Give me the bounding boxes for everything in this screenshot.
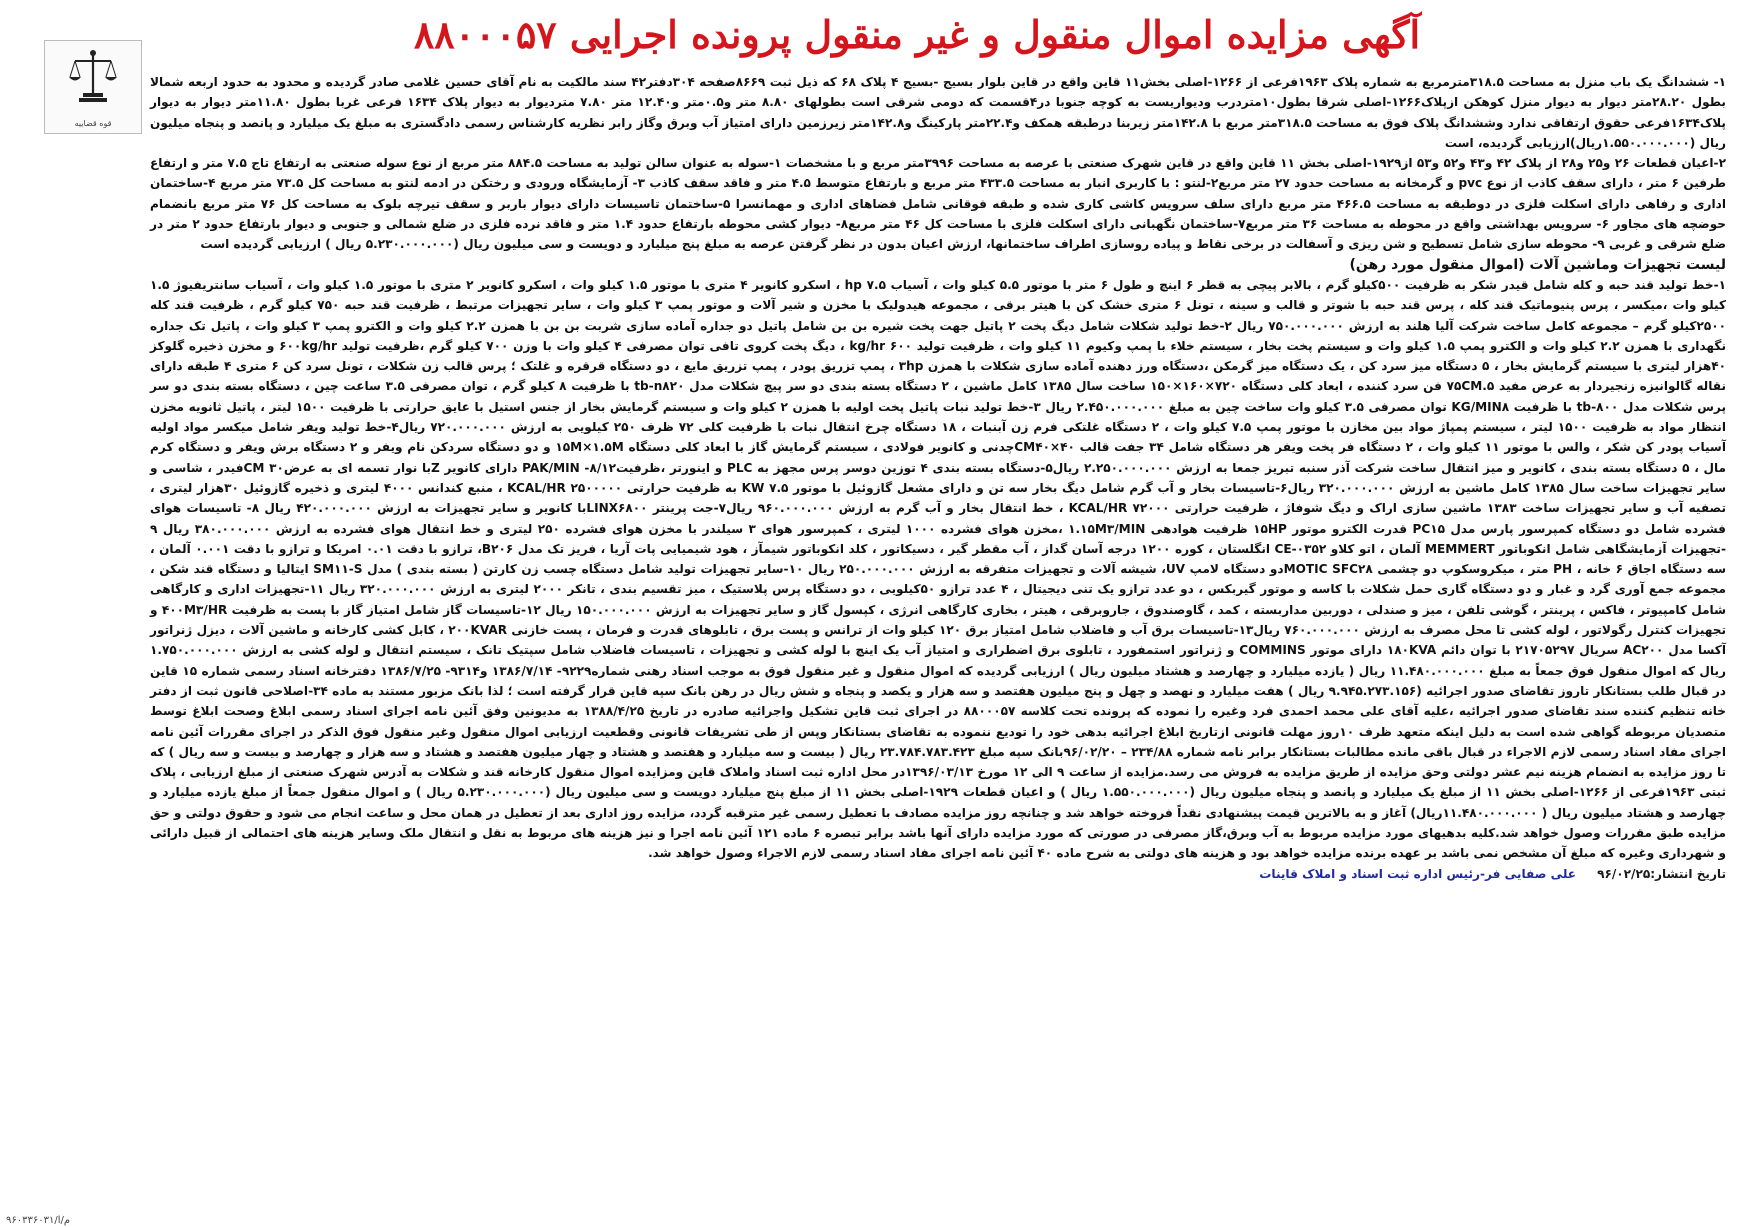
equipment-list-heading: لیست تجهیزات وماشین آلات (اموال منقول مورد رهن): [1349, 256, 1726, 273]
print-code: م/ا/۹۶۰۳۳۶۰۳۱: [6, 1215, 71, 1226]
scales-emblem-icon: [67, 47, 119, 107]
logo-caption: قوه قضاییه: [74, 119, 112, 128]
notice-title: آگهی مزایده اموال منقول و غیر منقول پرونده اجرایی ۸۸۰۰۰۵۷: [413, 12, 1420, 57]
signatory: علی صفایی فر-رئیس اداره ثبت اسناد و املاک قاینات: [1259, 866, 1577, 881]
footer-line: [150, 864, 1726, 884]
notice-body: [150, 72, 1726, 884]
equipment-list-and-terms: ۱-خط تولید قند حبه و کله شامل قیدر شکر به ظرفیت ۵۰۰کیلو گرم ، بالابر پیچی به قطر ۶ اینچ و طول ۶ متر با موتور ۵.۵ کیلو وات ، آسیاب ۷.۵ hp ، اسکرو کانویر ۴ متری با موتور ۱.۵ کیلو وات ، اسکرو کانویر ۲ متری با موتور ۱.۵ کیلو وات ، آسیاب سانتریفیوژ ۱.۵ کیلو وات ،میکسر ، پرس پنیوماتیک قند کله ، پرس قند حبه با شوتر و قالب و سینه ، تونل ۶ متری خشک کن با هیتر برقی ، مجموعه هیدولیک با مخزن و شیر آلات و موتور پمپ ۳ کیلو وات ، سایر تجهیزات مرتبط ، ظرفیت قند حبه ۷۵۰ کیلو گرم ، ظرفیت قند کله ۲۵۰۰کیلو گرم – مجموعه کامل ساخت شرکت آلیا هلند به ارزش ۷۵۰.۰۰۰.۰۰۰ ریال ۲-خط تولید شکلات شامل دیگ پخت ۲ پاتیل جهت پخت شیره بن بن شامل پاتیل دو جداره آماده سازی شربت بن بن با همزن ۲.۲ کیلو وات و الکترو پمپ ۳ کیلو وات ، پاتیل تک جداره نگهداری با همزن ۲.۲ کیلو وات و الکترو پمپ ۱.۵ کیلو وات و سیستم پخت بخار ، سیستم خلاء با پمپ وکیوم ۱۱ کیلو وات ، ظرفیت تولید ۶۰۰ kg/hr ، دیگ پخت کروی تافی توان مصرفی ۴ کیلو وات با وزن ۷۰۰ کیلو گرم ،ظرفیت تولید ۶۰۰kg/hr و مخزن ذخیره گلوکز ۴۰هزار لیتری با سیستم گرمایش بخار ، ۵ دستگاه میز سرد کن ، یک دستگاه میز گرمکن ،دستگاه ورز دهنده آماده سازی شکلات با همزن ۳hp ، پمپ تزریق پودر ، پمپ تزریق مایع ، دو دستگاه قرقره و غلتک ؛ پرس قالب زن شکلات ، تونل سرد کن ۶ متری ۴ طبقه دارای نقاله گالوانیزه زنجیردار به عرض مفید ۷۵CM.۵ فن سرد کننده ، ابعاد کلی دستگاه ۷۲۰×۱۶۰×۱۵۰ ساخت سال ۱۳۸۵ کامل ماشین ، ۲ دستگاه بسته بندی دو سر پیچ شکلات مدل tb-n۸۲۰ با ظرفیت ۸ کیلو گرم ، توان مصرفی ۳.۵ ساعت چین ، دستگاه بسته بندی دو سر پرس شکلات مدل tb-۸۰۰ با ظرفیت KG/MIN۸ توان مصرفی ۳.۵ کیلو وات ساخت چین به مبلغ ۲.۴۵۰.۰۰۰.۰۰۰ ریال ۳-خط تولید نبات پاتیل پخت اولیه با همزن ۲ کیلو وات و سیستم گرمایش بخار از جنس استیل با عایق حرارتی با ظرفیت ۱۵۰۰ لیتر ، پاتیل ثانویه مخزن انتظار مواد به ظرفیت ۱۵۰۰ لیتر ، سیستم پمپاژ مواد بین مخازن با موتور پمپ ۷.۵ کیلو وات ، ۲ دستگاه غلتکی فرم زن آبنبات ، ۱۸ دستگاه چرخ انتقال نبات با ظرفیت کلی ۷۲ ظرف ۲۵۰ کیلویی به ارزش ۷۲۰.۰۰۰.۰۰۰ ریال۴-خط تولید ویفر شامل میکسر مواد اولیه آسیاب پودر کن شکر ، والس با موتور ۱۱ کیلو وات ، ۲ دستگاه فر پخت ویفر هر دستگاه شامل ۳۴ جفت قالب CM۴۰×۴۰چدنی و کانویر فولادی ، سیستم گرمایش گاز با ابعاد کلی دستگاه ۱۵M×۱.۵M و دو دستگاه سردکن نام ویفر و ۲ دستگاه برش ویفر و دستگاه کرم مال ، ۵ دستگاه بسته بندی ، کانویر و میز انتقال ساخت شرکت آذر سنبه تبریز جمعا به ارزش ۲.۲۵۰.۰۰۰.۰۰۰ ریال۵-دستگاه بسته بندی ۴ توزین دوسر پرس مجهز به PLC و اینورتر ،ظرفیت۸/۱۲- PAK/MIN دارای کانویر Zبا نوار تسمه ای به عرض۳۰ CMفیدر ، شاسی و سایر تجهیزات ساخت سال ۱۳۸۵ کامل ماشین به ارزش ۳۲۰.۰۰۰.۰۰۰ ریال۶-تاسیسات بخار و آب گرم شامل دیگ بخار سه تن و دارای مشعل گازوئیل با موتور ۷.۵ KW به ظرفیت حرارتی KCAL/HR ۲۵۰۰۰۰۰ ، منبع کندانس ۴۰۰۰ لیتری و ذخیره گازوئیل ۳۰هزار لیتری ، تصفیه آب و سایر تجهیزات ساخت ۱۳۸۳ ماشین سازی اراک و دیگ شوفاژ ، ظرفیت حرارتی KCAL/HR ۷۲۰۰۰ ، خط انتقال بخار و آب گرم به ارزش ۹۶۰.۰۰۰.۰۰۰ ریال۷-جت پرینتر LINX۶۸۰۰با کانویر و سایر تجهیزات به ارزش ۴۲۰.۰۰۰.۰۰۰ ریال ۸- تاسیسات هوای فشرده شامل دو دستگاه کمپرسور پارس مدل PC۱۵ قدرت الکترو موتور ۱۵HP ظرفیت هوادهی ۱.۱۵M۳/MIN ،مخزن هوای فشرده ۱۰۰۰ لیتری ، کمپرسور هوای ۳ سیلندر با مخزن هوای فشرده ۲۵۰ لیتری و خط انتقال هوای فشرده به ارزش ۳۸۰.۰۰۰.۰۰۰ ریال ۹ -تجهیزات آزمایشگاهی شامل انکوباتور MEMMERT آلمان ، اتو کلاو CE-۰۳۵۲ انگلستان ، کوره ۱۲۰۰ درجه آسان گداز ، آب مقطر گیر ، دسیکاتور ، کلد انکوباتور شیمآز ، هود شیمیایی پات آریا ، فریز تک مدل B۲۰۶، ترازو با دقت ۰.۰۱ امریکا و ترازو با دقت ۰.۰۰۱ آلمان ، سه دستگاه اجاق ۶ خانه ، PH متر ، میکروسکوپ دو چشمی MOTIC SFC۲۸دو دستگاه لامپ UV، شیشه آلات و تجهیزات متفرقه به ارزش ۲۵۰.۰۰۰.۰۰۰ ریال ۱۰-سایر تجهیزات تولید شامل دستگاه چسب زن کارتن ( بسته بندی ) مدل SM۱۱-S ایتالیا و دستگاه قند شکن ، مجموعه جمع آوری گرد و غبار و دو دستگاه گاری حمل شکلات با کاسه و موتور گیربکس ، دو عدد ترازو یک تنی دیجیتال ، ۴ عدد ترازو ۵۰کیلویی ، دو دستگاه پرس پلاستیک ، میز تقسیم بندی ، تانکر ۲۰۰۰ لیتری به ارزش ۳۲۰.۰۰۰.۰۰۰ ریال ۱۱-تجهیزات اداری و کارگاهی شامل کامپیوتر ، فاکس ، پرینتر ، گوشی تلفن ، میز و صندلی ، دوربین مداربسته ، کمد ، گاوصندوق ، جاروبرقی ، هیتر ، بخاری کارگاهی انرژی ، کپسول گاز و سایر تجهیزات به ارزش ۱۵۰.۰۰۰.۰۰۰ ریال ۱۲-تاسیسات گاز شامل امتیاز گاز با پست به ظرفیت ۴۰۰M۳/HR و تجهیزات کنترل رگولاتور ، لوله کشی تا محل مصرف به ارزش ۷۶۰.۰۰۰.۰۰۰ ریال۱۳-تاسیسات برق آب و فاضلاب شامل امتیاز برق ۱۲۰ کیلو وات از ترانس و پست برق ، تابلوهای قدرت و فرمان ، پست خازنی ۲۰۰KVAR ، کابل کشی کارخانه و ماشین آلات ، دیزل ژنراتور آکسا مدل AC۲۰۰ سریال ۲۱۷۰۵۲۹۷ با توان دائم ۱۸۰KVA دارای موتور COMMINS و ژنراتور استمفورد ، تابلوی برق اضطراری و امتیاز آب یک اینچ با لوله کشی و تجهیزات ، تاسیسات فاضلاب شامل سپتیک تانک ، سیستم انتقال و لوله کشی به ارزش ۱.۷۵۰.۰۰۰.۰۰۰ ریال که اموال منقول فوق جمعاً به مبلغ ۱۱.۴۸۰.۰۰۰.۰۰۰ ریال ( یازده میلیارد و چهارصد و هشتاد میلیون ریال ) ارزیابی گردیده که اموال منقول و غیر منقول فوق به موجب اسناد رهنی شماره۹۲۲۹- ۱۳۸۶/۷/۱۴ و۹۳۱۴- ۱۳۸۶/۷/۲۵ دفترخانه اسناد رسمی شماره ۱۵ قاین در قبال طلب بستانکار تاروز تقاضای صدور اجرائیه (۹.۹۴۵.۲۷۳.۱۵۶ ریال ) هفت میلیارد و نهصد و چهل و پنج میلیون هفتصد و سه هزار و یکصد و پنجاه و شش ریال در رهن بانک سپه قاین قرار گرفته است ؛ لذا بانک مزبور مستند به ماده ۳۴-اصلاحی قانون ثبت از دفتر خانه تنظیم کننده سند تقاضای صدور اجرائیه ،علیه آقای علی محمد احمدی فرد وغیره را نموده که پرونده تحت کلاسه ۸۸۰۰۰۵۷ در اجرای ثبت قاین تشکیل واجرائیه صادره در تاریخ ۱۳۸۸/۴/۲۵ به مدیونین وفق آئین نامه اجرای اسناد رسمی ابلاغ وصحت ابلاغ توسط متصدیان مربوطه گواهی شده است به دلیل اینکه متعهد ظرف ۱۰روز مهلت قانونی ازتاریخ ابلاغ اجرائیه بدهی خود را تودیع ننموده به تقاضای بستانکار وپس از طی تشریفات قانونی وقطعیت ارزیابی اموال منقول وغیر منقول فوق الذکر در اجرای مقررات آئین نامه اجرای مفاد اسناد رسمی لازم الاجراء در قبال باقی مانده مطالبات بستانکار برابر نامه شماره ۲۳۴/۸۸ – ۹۶/۰۲/۲۰بانک سپه مبلغ ۲۳.۷۸۴.۷۸۳.۴۲۳ ریال ( بیست و سه میلیارد و هفتصد و هشتاد و چهار میلیون هفتصد و هشتاد و سه هزار و چهارصد و بیست و سه ریال ) که تا روز مزایده به انضمام هزینه نیم عشر دولتی وحق مزایده از طریق مزایده به فروش می رسد.مزایده از ساعت ۹ الی ۱۲ مورخ ۱۳۹۶/۰۳/۱۳در محل اداره ثبت اسناد واملاک قاین ومزایده اموال منقول کارخانه قند و شکلات به آدرس شهرک صنعتی از مبلغ ارزیابی ، پلاک ثبتی ۱۹۶۳فرعی از ۱۲۶۶-اصلی بخش ۱۱ از مبلغ یک میلیارد و پانصد و پنجاه میلیون ریال (۱.۵۵۰.۰۰۰.۰۰۰ ریال ) و اعیان قطعات ۱۹۲۹-اصلی بخش ۱۱ از مبلغ پنج میلیارد دویست و سی میلیون ریال (۵.۲۳۰.۰۰۰.۰۰۰ ریال ) و اموال منقول جمعاً از مبلغ یازده میلیارد و چهارصد و هشتاد میلیون ریال ( ۱۱.۴۸۰.۰۰۰.۰۰۰ریال) آغاز و به بالاترین قیمت پیشنهادی نقداً فروخته خواهد شد و چنانچه روز مزایده مصادف با تعطیل رسمی غیر مترقبه گردد، مزایده روز اداری بعد از تعطیل در همان محل و ساعت انجام می شود و حقوق دولتی و حق مزایده طبق مقررات وصول خواهد شد.کلیه بدهیهای مورد مزایده مربوط به آب وبرق،گاز مصرفی در صورتی که مورد مزایده دارای آنها باشد برابر تبصره ۶ ماده ۱۲۱ آئین نامه اجرا و نیز هزینه های مربوط به نقل و انتقال ملک وسایر هزینه های احتمالی از قبیل دارائی و شهرداری وغیره که مبلغ آن مشخص نمی باشد بر عهده برنده مزایده خواهد بود و هزینه های دولتی به شرح ماده ۴۰ آئین نامه اجرای مفاد اسناد رسمی لازم الاجراء وصول خواهد شد.: [150, 277, 1727, 861]
judiciary-logo: [44, 40, 142, 134]
publication-date: تاریخ انتشار:۹۶/۰۲/۲۵: [1597, 866, 1726, 881]
item-1-house: ۱- ششدانگ یک باب منزل به مساحت ۳۱۸.۵مترمربع به شماره پلاک ۱۹۶۳فرعی از ۱۲۶۶-اصلی بخش۱۱ قاین واقع در قاین بلوار بسیج -بسیج ۴ پلاک ۶۸ که ذیل ثبت ۸۶۶۹صفحه ۳۰۴دفتر۴۲ سند مالکیت به نام آقای حسین غلامی صادر گردیده و محدود به حدود اربعه شمالا بطول ۲۸.۲۰متر دیوار به دیوار منزل کوهکن ازپلاک۱۲۶۶-اصلی شرقا بطول۱۰متردرب ودیواریست به کوچه جنوبا در۴قسمت که دومی شرقی است بطولهای ۸.۸۰ متر و۰.۵متر و۱۲.۴۰ متر ۷.۸۰ متردیوار به دیوار پلاک ۱۶۳۴ فرعی غربا بطول ۱۱.۸۰متر دیوار به دیوار پلاک۱۶۳۴فرعی حقوق ارتفاقی ندارد وششدانگ پلاک فوق به مساحت ۳۱۸.۵متر مربع با ۱۴۲.۸متر زیربنا درطبقه همکف و۲۲.۴متر پارکینگ و۱۴۲.۸متر زیرزمین دارای امتیاز آب وبرق وگاز رابر نظریه کارشناس رسمی دادگستری به مبلغ یک میلیارد و پانصد و پنجاه میلیون ریال (۱.۵۵۰.۰۰۰.۰۰۰ریال)ارزیابی گردیده، است: [150, 75, 1727, 150]
item-2-factory-buildings: ۲-اعیان قطعات ۲۶ و۲۵ و۲۸ از پلاک ۴۲ و۴۳ و۵۲ و۵۳ از۱۹۲۹-اصلی بخش ۱۱ قاین واقع در قاین شهرک صنعتی با عرصه به مساحت ۳۹۹۶متر مربع و با مشخصات ۱-سوله به عنوان سالن تولید به مساحت ۸۸۴.۵ متر مربع از نوع سوله صنعتی به ارتفاع تاج ۷.۵ متر و ارتفاع طرفین ۶ متر ، دارای سقف کاذب از نوع pvc و گرمخانه به مساحت حدود ۲۷ متر مربع۲-لنتو : با کاربری انبار به مساحت ۴۳۳.۵ متر مربع و بارتفاع متوسط ۴.۵ متر و فاقد سقف کاذب ۳- آزمایشگاه ورودی و رختکن در ادمه لنتو به مساحت کل ۷۳.۵ متر مربع ۴-ساختمان اداری و رفاهی دارای اسکلت فلزی در دوطبقه به مساحت ۴۶۶.۵ متر مربع دارای سلف سرویس کاشی کاری شده و طبقه فوقانی شامل فضاهای اداری و مهمانسرا ۵-ساختمان تاسیسات دارای دیوار باربر و سقف تیرچه بلوک به مساحت کل ۷۶ متر مربع بانضمام حوضچه های مجاور ۶- سرویس بهداشتی واقع در محوطه به مساحت ۳۶ متر مربع۷-ساختمان نگهبانی دارای اسکلت فلزی با مساحت کل ۴۶ متر مربع۸- دیوار کشی محوطه بارتفاع حدود ۱.۴ متر و فاقد نرده فلزی در ضلع شمالی و جنوبی و دیوار بارتفاع حدود ۲ متر در ضلع شرقی و غربی ۹- محوطه سازی شامل تسطیح و شن ریزی و آسفالت در برخی نقاط و پیاده روسازی اطراف ساختمانها، ارزش اعیان بدون در نظر گرفتن عرصه به مبلغ پنج میلیارد و دویست و سی میلیون ریال (۵.۲۳۰.۰۰۰.۰۰۰ ریال ) ارزیابی گردیده است: [150, 156, 1727, 252]
